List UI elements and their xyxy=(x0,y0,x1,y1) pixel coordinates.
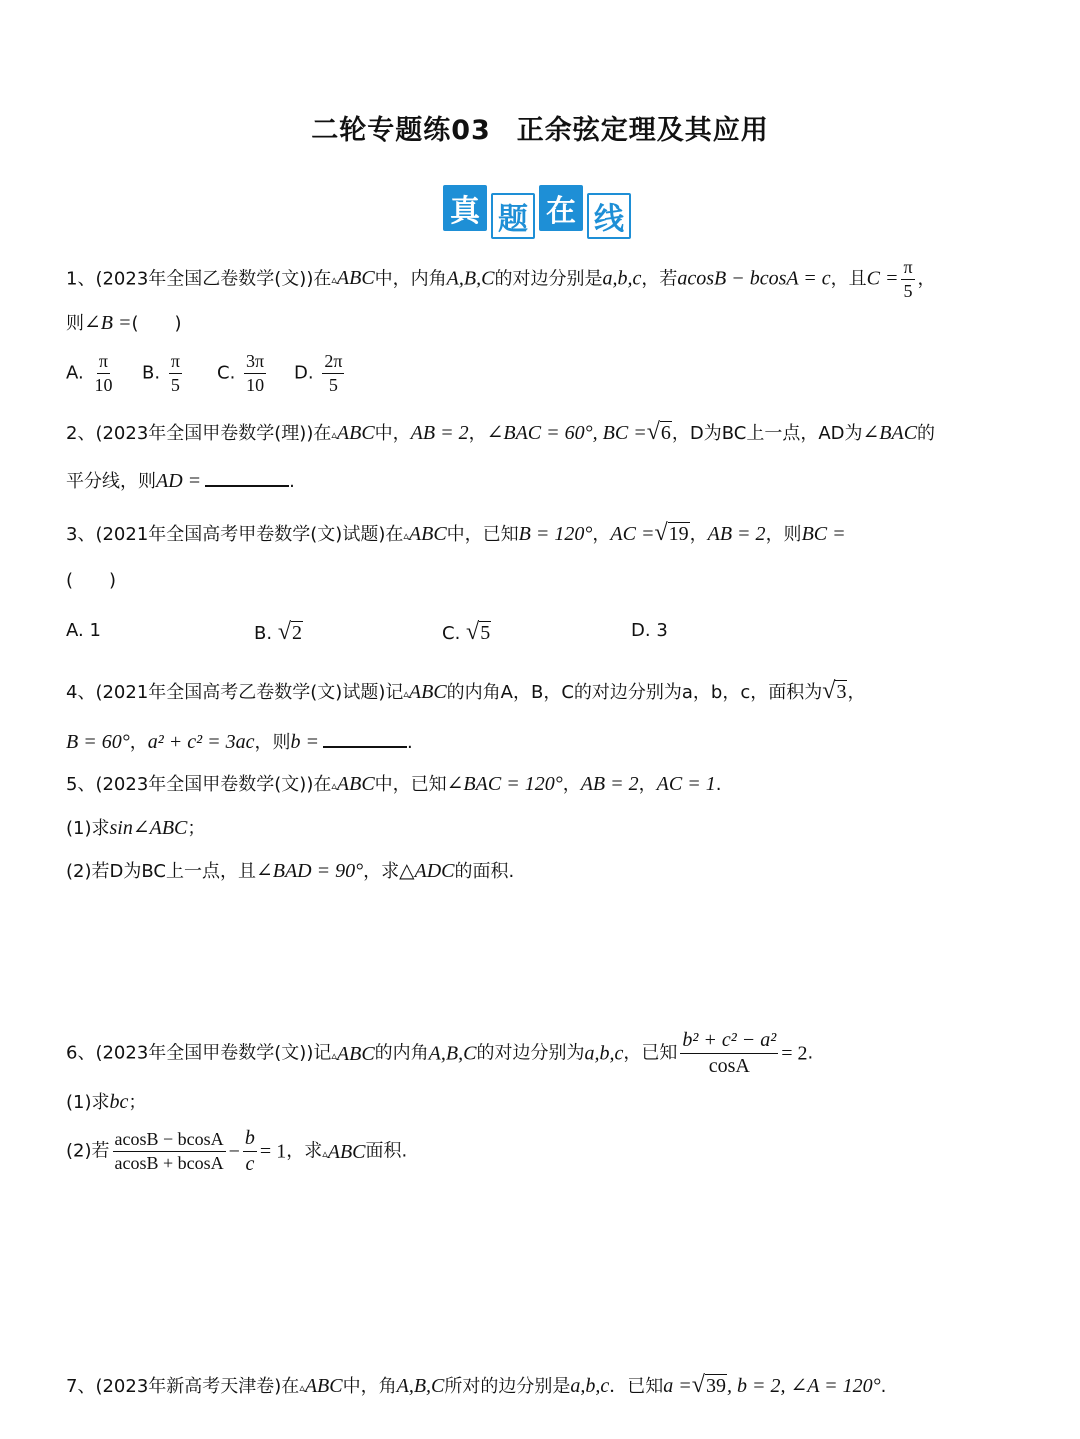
q2-answer-blank[interactable] xyxy=(205,471,289,487)
q3-option-c-rad: 5 xyxy=(480,622,491,644)
q3-option-a-value: 1 xyxy=(89,620,101,641)
q6-p2-eq: = 1 xyxy=(259,1140,287,1163)
q1-option-b-num: π xyxy=(169,352,182,374)
q4-period: . xyxy=(406,732,413,753)
q7-tail: . xyxy=(880,1376,887,1397)
q1-option-c-label: C. xyxy=(217,362,236,384)
q4-source: 4、(2021年全国高考乙卷数学(文)试题)记 xyxy=(66,682,404,703)
q3-line1: 3、(2021年全国高考甲卷数学(文)试题)在▵ABC中，已知B = 120°，AC =√19，AB = 2，则BC = xyxy=(66,520,846,546)
q6-p2-b: ，求 xyxy=(286,1140,323,1162)
q5-p1-a: (1)求 xyxy=(66,818,110,839)
q2-angle: ∠BAC = 60°, BC = xyxy=(486,422,647,444)
q1-sides: a,b,c xyxy=(602,267,642,290)
q1-angles: A,B,C xyxy=(446,267,495,290)
q2-angle2: ∠BAC xyxy=(862,422,918,444)
q7-source: 7、(2023年新高考天津卷)在 xyxy=(66,1376,300,1397)
q4-equation: a² + c² = 3ac xyxy=(147,731,255,753)
q6-text-1: 的内角 xyxy=(374,1042,429,1064)
q3-option-a[interactable] xyxy=(66,622,101,640)
q6-p1-bc: bc xyxy=(109,1091,129,1113)
q6-p2-den2: c xyxy=(245,1153,255,1175)
q3-option-d-value: 3 xyxy=(656,620,668,641)
q1-text-3: ，若 xyxy=(641,268,678,290)
q6-p1-a: (1)求 xyxy=(66,1092,110,1113)
q6-p2-minus: − xyxy=(228,1140,240,1163)
q6-text-2: 的对边分别为 xyxy=(476,1042,585,1064)
q6-f-num: b² + c² − a² xyxy=(680,1030,778,1054)
zhenti-zaixian-logo xyxy=(443,183,635,241)
q1-option-c-den: 10 xyxy=(246,374,265,395)
q4-triangle: ABC xyxy=(408,681,447,703)
q2-source: 2、(2023年全国甲卷数学(理))在 xyxy=(66,423,332,444)
q7-triangle: ABC xyxy=(304,1375,343,1397)
logo-char-4: 线 xyxy=(587,193,631,239)
q5-sep2: ， xyxy=(638,774,657,795)
q5-p2-tri: △ADC xyxy=(399,860,455,882)
q5-ab: AB = 2 xyxy=(580,773,639,795)
q2-line2 xyxy=(66,471,295,491)
q1-tail: ， xyxy=(917,268,936,290)
q1-source: 1、(2023年全国乙卷数学(文))在 xyxy=(66,268,332,290)
q3-triangle: ABC xyxy=(408,523,447,545)
q6-p2-a: (2)若 xyxy=(66,1140,110,1162)
q3-option-b-rad: 2 xyxy=(291,622,302,644)
q5-sep1: ， xyxy=(562,774,581,795)
q7-a: a = xyxy=(663,1375,692,1397)
q6-f-eq: = 2 xyxy=(781,1042,808,1065)
q1-option-b-den: 5 xyxy=(170,374,180,395)
q3-sep2: ， xyxy=(689,524,708,545)
logo-char-2: 题 xyxy=(491,193,535,239)
q3-option-d[interactable] xyxy=(631,622,668,640)
q5-angle: ∠BAC = 120° xyxy=(446,773,563,795)
q4-sep: ， xyxy=(129,732,148,753)
q6-fraction xyxy=(680,1030,778,1077)
q5-ac: AC = 1 xyxy=(656,773,716,795)
q2-line2-a: 平分线，则 xyxy=(66,471,156,492)
q2-line1: 2、(2023年全国甲卷数学(理))在▵ABC中，AB = 2，∠BAC = 60°, BC =√6，D为BC上一点，AD为∠BAC的 xyxy=(66,419,936,445)
q1-option-b[interactable] xyxy=(142,352,185,395)
q2-text-2: ，D为BC上一点，AD为 xyxy=(671,423,863,444)
q6-text-3: ，已知 xyxy=(623,1042,678,1064)
q6-p2-num2: b xyxy=(243,1128,257,1152)
q3-text-2: ，则 xyxy=(765,524,802,545)
q6-source: 6、(2023年全国甲卷数学(文))记 xyxy=(66,1042,332,1064)
q4-line1: 4、(2021年全国高考乙卷数学(文)试题)记▵ABC的内角A，B，C的对边分别为a，b，c，面积为√3， xyxy=(66,678,866,704)
title-right: 正余弦定理及其应用 xyxy=(516,115,769,146)
q6-part2: (2)若 $\frac{acosB - bcosA}{acosB + bcosA}$ − $\frac{b}{c}$ = 1，求▵ABC面积. xyxy=(66,1127,408,1175)
q6-p2-num: acosB − bcosA xyxy=(113,1130,226,1152)
q1-c-num: π xyxy=(901,258,914,280)
q1-equation: acosB − bcosA = c xyxy=(677,267,831,290)
q5-p2-e: 的面积. xyxy=(454,861,515,882)
q3-b: B = 120° xyxy=(518,523,593,545)
q1-triangle: ABC xyxy=(336,267,375,290)
q2-period: . xyxy=(289,471,295,492)
q6-p1-c: ； xyxy=(128,1092,147,1113)
q5-tail: . xyxy=(715,774,722,795)
q4-text-2: ，则 xyxy=(254,732,291,753)
q4-b-angle: B = 60° xyxy=(66,731,130,753)
q4-answer-blank[interactable] xyxy=(323,732,407,748)
q1-option-d[interactable] xyxy=(294,352,347,395)
q1-option-d-den: 5 xyxy=(328,374,338,395)
q4-text-1: 的内角A，B，C的对边分别为a，b，c，面积为 xyxy=(446,682,823,703)
q7-rest: , b = 2, ∠A = 120° xyxy=(726,1375,881,1397)
q3-option-d-label: D. xyxy=(631,620,651,641)
q3-source: 3、(2021年全国高考甲卷数学(文)试题)在 xyxy=(66,524,404,545)
q5-part2 xyxy=(66,861,514,881)
q7-sides: a,b,c xyxy=(570,1375,610,1397)
title-left: 二轮专题练03 xyxy=(311,115,491,146)
q1-option-d-label: D. xyxy=(294,362,314,384)
page-title xyxy=(0,108,1080,147)
q6-triangle: ABC xyxy=(336,1042,375,1065)
q1-option-b-frac xyxy=(169,352,182,395)
q1-option-a[interactable] xyxy=(66,352,117,395)
q1-option-d-num: 2π xyxy=(322,352,344,374)
q3-bc: BC = xyxy=(801,523,846,545)
q1-option-b-label: B. xyxy=(142,362,161,384)
q2-sqrt: √6 xyxy=(646,419,671,445)
logo-char-1: 真 xyxy=(443,185,487,231)
q3-line2 xyxy=(66,572,116,590)
q6-p2-tri: ABC xyxy=(327,1140,366,1163)
q7-line1: 7、(2023年新高考天津卷)在▵ABC中，角A,B,C所对的边分别是a,b,c．已知a =√39, b = 2, ∠A = 120°. xyxy=(66,1372,887,1398)
q5-part1 xyxy=(66,818,205,838)
q3-sqrt-arg: 19 xyxy=(668,523,689,545)
q1-line2-a: 则 xyxy=(66,313,84,334)
q1-option-a-den: 10 xyxy=(94,374,113,395)
q4-sqrt: √3 xyxy=(822,678,847,704)
q7-text-2: 所对的边分别是 xyxy=(444,1376,571,1397)
q2-sep: ， xyxy=(468,423,487,444)
q7-text-1: 中，角 xyxy=(342,1376,397,1397)
q3-option-a-label: A. xyxy=(66,620,84,641)
q1-line1: 1、(2023年全国乙卷数学(文))在▵ABC中，内角A,B,C的对边分别是a,b,c，若acosB − bcosA = c，且C = $\frac{\pi}{5}$ ， xyxy=(66,257,936,301)
q2-tail: 的 xyxy=(917,423,936,444)
q3-sqrt: √19 xyxy=(654,520,689,546)
q5-p2-angle: ∠BAD = 90° xyxy=(255,860,364,882)
q5-p1-c: ； xyxy=(187,818,206,839)
q6-part1 xyxy=(66,1092,146,1112)
q6-p2-den: acosB + bcosA xyxy=(114,1153,224,1173)
q6-tail: . xyxy=(807,1042,814,1064)
q5-p2-a: (2)若D为BC上一点，且 xyxy=(66,861,256,882)
q1-option-d-frac xyxy=(322,352,344,395)
q5-text-1: 中，已知 xyxy=(374,774,447,795)
q7-sqrt: √39 xyxy=(691,1372,726,1398)
q6-p2-frac1 xyxy=(113,1130,226,1173)
q5-line1: 5、(2023年全国甲卷数学(文))在▵ABC中，已知∠BAC = 120°，AB = 2，AC = 1. xyxy=(66,773,722,795)
q5-source: 5、(2023年全国甲卷数学(文))在 xyxy=(66,774,332,795)
q4-tail: ， xyxy=(847,682,866,703)
q3-ac: AC = xyxy=(610,523,655,545)
q3-option-b[interactable]: B. √2 xyxy=(254,619,302,645)
q6-p2-frac2 xyxy=(243,1128,257,1175)
q2-text-1: 中， xyxy=(374,423,411,444)
q5-p1-sin: sin∠ABC xyxy=(109,817,188,839)
q1-c-label: C = xyxy=(866,267,899,290)
q6-sides: a,b,c xyxy=(584,1042,624,1065)
q3-ab: AB = 2 xyxy=(707,523,766,545)
q1-c-fraction xyxy=(901,258,914,301)
q1-angle-b: ∠B = xyxy=(84,312,132,334)
q6-p2-c: 面积. xyxy=(365,1140,408,1162)
q3-paren: ( ) xyxy=(66,570,117,591)
q1-option-c[interactable] xyxy=(217,352,269,395)
q3-option-b-label: B. xyxy=(254,623,273,644)
q1-text-1: 中，内角 xyxy=(374,268,447,290)
q3-sep1: ， xyxy=(592,524,611,545)
q6-f-den: cosA xyxy=(708,1055,750,1077)
q1-option-a-label: A. xyxy=(66,362,84,384)
q1-line2 xyxy=(66,313,182,333)
q5-triangle: ABC xyxy=(336,773,375,795)
q1-text-4: ，且 xyxy=(830,268,867,290)
q1-text-2: 的对边分别是 xyxy=(494,268,603,290)
q4-line2 xyxy=(66,732,413,752)
q3-text-1: 中，已知 xyxy=(446,524,519,545)
q6-angles: A,B,C xyxy=(428,1042,477,1065)
q4-b: b = xyxy=(290,731,319,753)
q2-triangle: ABC xyxy=(336,422,375,444)
q2-ab: AB = 2 xyxy=(410,422,469,444)
q3-option-c[interactable]: C. √5 xyxy=(442,619,491,645)
q2-sqrt-arg: 6 xyxy=(660,422,671,444)
q1-option-a-num: π xyxy=(97,352,110,374)
q1-option-c-frac xyxy=(244,352,266,395)
q7-text-3: ．已知 xyxy=(609,1376,664,1397)
q4-sqrt-arg: 3 xyxy=(836,681,847,703)
q7-sqrt-arg: 39 xyxy=(705,1375,726,1397)
q1-paren: ( ) xyxy=(131,313,182,334)
q1-c-den: 5 xyxy=(903,280,913,301)
q3-option-c-label: C. xyxy=(442,623,461,644)
q5-p2-c: ，求 xyxy=(363,861,400,882)
q1-option-a-frac xyxy=(92,352,114,395)
q2-ad: AD = xyxy=(156,470,202,492)
q6-line1: 6、(2023年全国甲卷数学(文))记▵ABC的内角A,B,C的对边分别为a,b,c，已知 $\frac{\text{b² + c² − a²}}{\cos A}$ = 2. xyxy=(66,1029,814,1077)
logo-char-3: 在 xyxy=(539,185,583,231)
q7-angles: A,B,C xyxy=(396,1375,445,1397)
q1-option-c-num: 3π xyxy=(244,352,266,374)
